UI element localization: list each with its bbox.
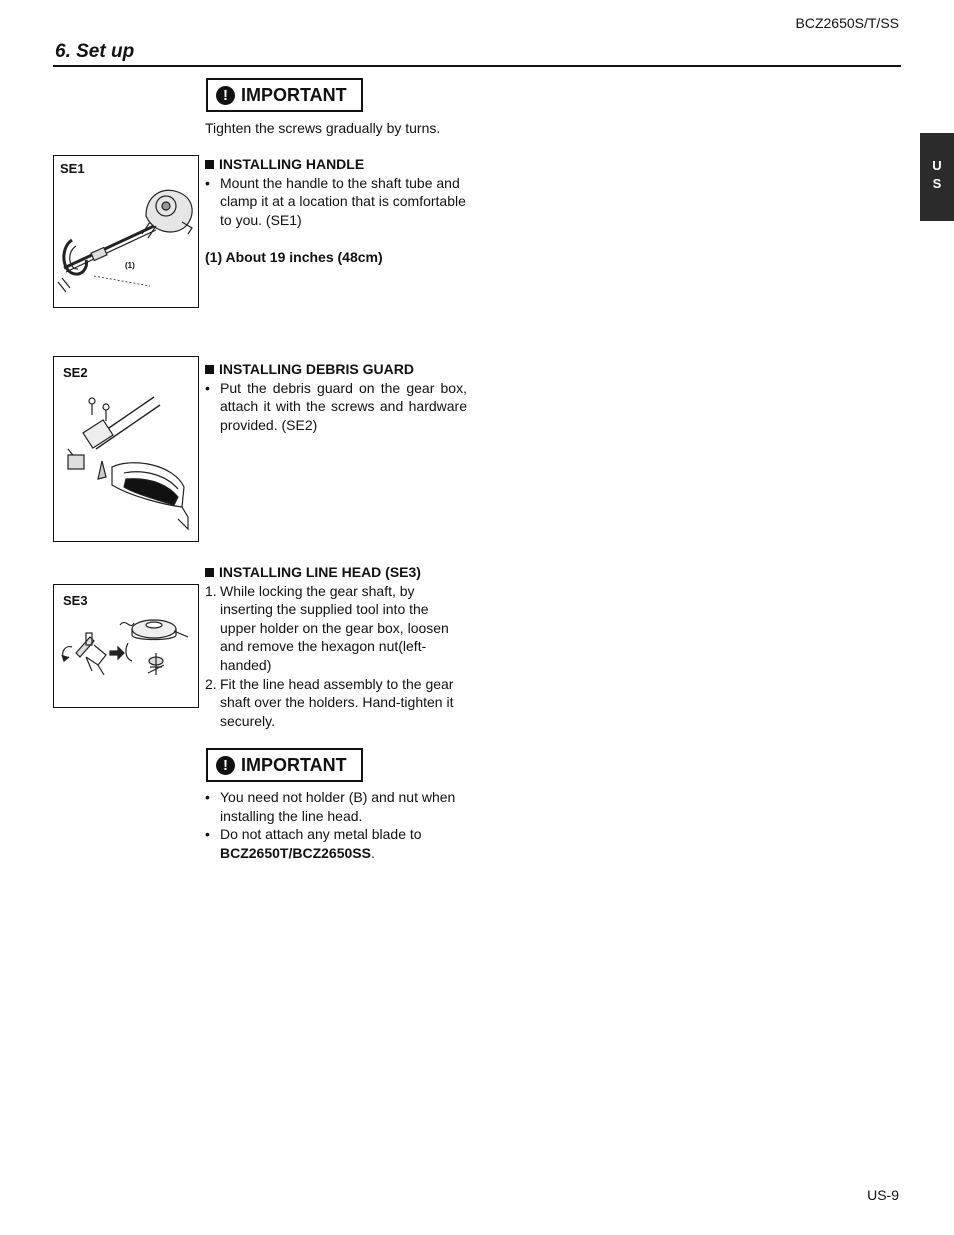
- square-bullet-icon: [205, 365, 214, 374]
- model-names: BCZ2650T/BCZ2650SS: [220, 844, 371, 861]
- language-tab: [920, 133, 954, 221]
- bullet-icon: •: [205, 379, 210, 396]
- intro-text: Tighten the screws gradually by turns.: [205, 120, 441, 136]
- debris-guard-instruction: [205, 379, 467, 435]
- important-note: [205, 825, 467, 862]
- exclamation-icon: !: [216, 86, 235, 105]
- line-head-step: [205, 582, 467, 675]
- language-tab-letter-u: U: [932, 158, 942, 173]
- debris-guard-instruction-text: Put the debris guard on the gear box, attach it with the screws and hardware provided. (SE2): [220, 379, 467, 433]
- language-tab-letter-s: S: [932, 176, 942, 191]
- line-head-section: [205, 563, 467, 730]
- handle-instruction: [205, 174, 467, 230]
- important-note-text: You need not holder (B) and nut when installing the line head.: [220, 789, 456, 824]
- header-rule: [53, 65, 901, 67]
- figure-label: SE2: [63, 365, 88, 380]
- bullet-icon: •: [205, 174, 210, 191]
- important-label: IMPORTANT: [241, 754, 347, 775]
- important-box: [206, 78, 363, 112]
- model-number: BCZ2650S/T/SS: [795, 15, 899, 31]
- sentence-period: .: [370, 844, 375, 861]
- figure-label: SE1: [60, 161, 85, 176]
- handle-section: [205, 155, 467, 267]
- line-head-step-text: While locking the gear shaft, by inserting the supplied tool into the upper holder on the gear box, loosen and remove the hexagon nut(left-handed): [220, 582, 449, 673]
- important-note-text: Do not attach any metal blade to: [220, 826, 422, 843]
- handle-instruction-text: Mount the handle to the shaft tube and clamp it at a location that is comfortable to you. (SE1): [220, 174, 466, 228]
- handle-heading: INSTALLING HANDLE: [205, 155, 467, 174]
- handle-note: (1) About 19 inches (48cm): [205, 248, 383, 265]
- figure-label: SE3: [63, 593, 88, 608]
- step-number: 2.: [205, 675, 217, 692]
- bullet-icon: •: [205, 826, 210, 843]
- line-head-heading: INSTALLING LINE HEAD (SE3): [205, 563, 467, 582]
- square-bullet-icon: [205, 160, 214, 169]
- line-head-illustration: [54, 585, 200, 709]
- page-number: US-9: [867, 1187, 899, 1203]
- important-note: [205, 788, 467, 825]
- figure-se3: [53, 584, 199, 708]
- step-number: 1.: [205, 582, 217, 599]
- important-label: IMPORTANT: [241, 84, 347, 105]
- important-box: [206, 748, 363, 782]
- bullet-icon: •: [205, 789, 210, 805]
- debris-guard-heading: INSTALLING DEBRIS GUARD: [205, 360, 467, 379]
- exclamation-icon: !: [216, 756, 235, 775]
- debris-guard-illustration: [54, 357, 200, 543]
- line-head-step: [205, 675, 467, 731]
- important-notes: [205, 788, 467, 862]
- trimmer-handle-illustration: [54, 156, 200, 309]
- line-head-step-text: Fit the line head assembly to the gear shaft over the holders. Hand-tighten it securely.: [220, 675, 454, 729]
- section-title: 6. Set up: [55, 41, 135, 62]
- dimension-callout: (1): [125, 261, 135, 270]
- debris-guard-section: [205, 360, 467, 434]
- figure-se2: [53, 356, 199, 542]
- figure-se1: [53, 155, 199, 308]
- square-bullet-icon: [205, 568, 214, 577]
